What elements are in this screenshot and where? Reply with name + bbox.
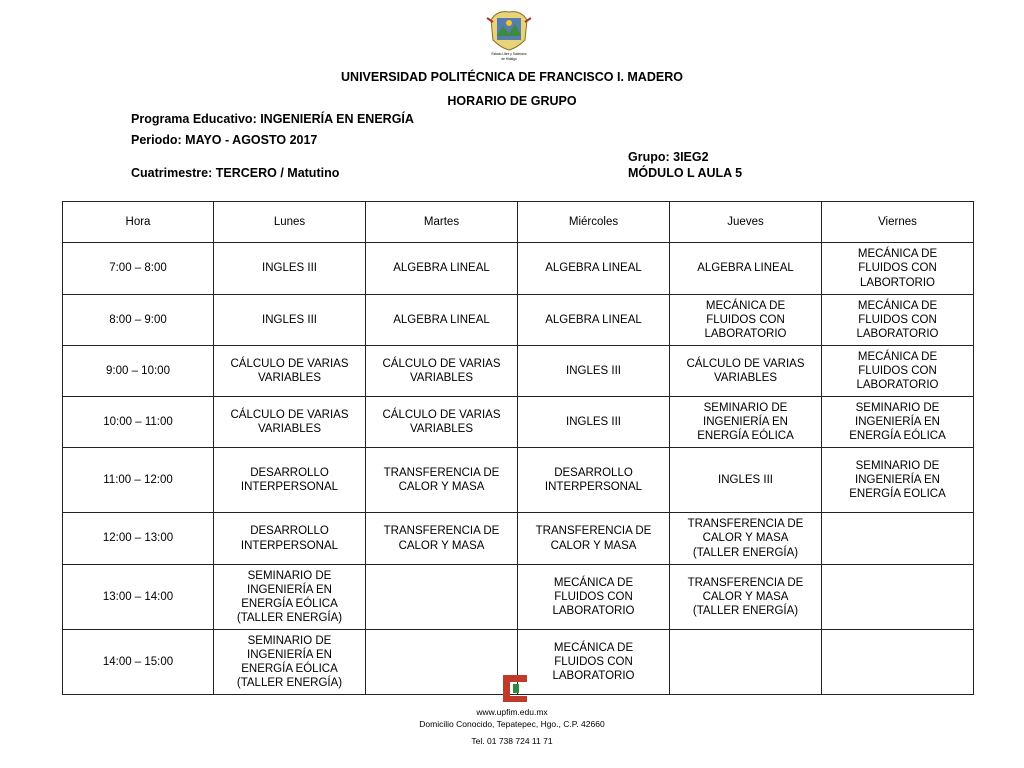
class-cell: SEMINARIO DE INGENIERÍA EN ENERGÍA EÓLICA (TALLER ENERGÍA) (214, 630, 366, 695)
class-cell: SEMINARIO DE INGENIERÍA EN ENERGÍA EÓLICA (670, 397, 822, 448)
class-cell (366, 630, 518, 695)
class-cell: SEMINARIO DE INGENIERÍA EN ENERGÍA EOLICA (822, 448, 974, 513)
time-cell: 10:00 – 11:00 (63, 397, 214, 448)
class-cell: TRANSFERENCIA DE CALOR Y MASA (366, 448, 518, 513)
schedule-header-row (63, 202, 974, 243)
class-cell: ALGEBRA LINEAL (518, 295, 670, 346)
group-label: Grupo: 3IEG2 (628, 150, 709, 164)
class-cell (822, 565, 974, 630)
class-cell: MECÁNICA DE FLUIDOS CON LABORATORIO (822, 295, 974, 346)
class-cell (822, 513, 974, 565)
schedule-table (62, 201, 974, 695)
class-cell: MECÁNICA DE FLUIDOS CON LABORATORIO (518, 565, 670, 630)
footer-address: Domicilio Conocido, Tepatepec, Hgo., C.P. 42660 (419, 719, 605, 729)
time-cell: 12:00 – 13:00 (63, 513, 214, 565)
seal-caption-2: de Hidalgo (501, 57, 517, 61)
time-cell: 9:00 – 10:00 (63, 346, 214, 397)
document-title: HORARIO DE GRUPO (447, 94, 577, 108)
table-row (63, 397, 974, 448)
class-cell: TRANSFERENCIA DE CALOR Y MASA (366, 513, 518, 565)
class-cell: CÁLCULO DE VARIAS VARIABLES (214, 346, 366, 397)
location-label: MÓDULO L AULA 5 (628, 166, 743, 180)
footer-phone: Tel. 01 738 724 11 71 (471, 736, 553, 746)
class-cell: TRANSFERENCIA DE CALOR Y MASA (TALLER ENERGÍA) (670, 513, 822, 565)
header-viernes: Viernes (822, 202, 974, 243)
table-row (63, 448, 974, 513)
class-cell: INGLES III (670, 448, 822, 513)
time-cell: 14:00 – 15:00 (63, 630, 214, 695)
time-cell: 13:00 – 14:00 (63, 565, 214, 630)
table-row (63, 513, 974, 565)
class-cell: ALGEBRA LINEAL (670, 243, 822, 295)
class-cell: DESARROLLO INTERPERSONAL (214, 448, 366, 513)
class-cell: MECÁNICA DE FLUIDOS CON LABORATORIO (822, 346, 974, 397)
header-jueves: Jueves (670, 202, 822, 243)
header-martes: Martes (366, 202, 518, 243)
footer-website[interactable]: www.upfim.edu.mx (476, 707, 548, 717)
class-cell: TRANSFERENCIA DE CALOR Y MASA (TALLER ENERGÍA) (670, 565, 822, 630)
class-cell: ALGEBRA LINEAL (366, 243, 518, 295)
class-cell: SEMINARIO DE INGENIERÍA EN ENERGÍA EÓLICA (TALLER ENERGÍA) (214, 565, 366, 630)
class-cell: CÁLCULO DE VARIAS VARIABLES (214, 397, 366, 448)
header-lunes: Lunes (214, 202, 366, 243)
time-cell: 7:00 – 8:00 (63, 243, 214, 295)
class-cell: INGLES III (214, 243, 366, 295)
class-cell: DESARROLLO INTERPERSONAL (518, 448, 670, 513)
class-cell: CÁLCULO DE VARIAS VARIABLES (670, 346, 822, 397)
seal-caption-1: Estado Libre y Soberano (491, 52, 527, 56)
class-cell (366, 565, 518, 630)
class-cell (822, 630, 974, 695)
class-cell: INGLES III (518, 346, 670, 397)
university-name: UNIVERSIDAD POLITÉCNICA DE FRANCISCO I. MADERO (341, 70, 683, 84)
class-cell: SEMINARIO DE INGENIERÍA EN ENERGÍA EÓLICA (822, 397, 974, 448)
header-miercoles: Miércoles (518, 202, 670, 243)
class-cell: INGLES III (518, 397, 670, 448)
class-cell: MECÁNICA DE FLUIDOS CON LABORTORIO (822, 243, 974, 295)
state-coat-of-arms-icon (483, 6, 535, 62)
class-cell: MECÁNICA DE FLUIDOS CON LABORATORIO (518, 630, 670, 695)
table-row (63, 295, 974, 346)
header-hora: Hora (63, 202, 214, 243)
table-row (63, 243, 974, 295)
class-cell: ALGEBRA LINEAL (518, 243, 670, 295)
class-cell: DESARROLLO INTERPERSONAL (214, 513, 366, 565)
class-cell: TRANSFERENCIA DE CALOR Y MASA (518, 513, 670, 565)
class-cell: CÁLCULO DE VARIAS VARIABLES (366, 397, 518, 448)
class-cell: MECÁNICA DE FLUIDOS CON LABORATORIO (670, 295, 822, 346)
class-cell (670, 630, 822, 695)
term-label: Cuatrimestre: TERCERO / Matutino (131, 166, 340, 180)
time-cell: 11:00 – 12:00 (63, 448, 214, 513)
time-cell: 8:00 – 9:00 (63, 295, 214, 346)
class-cell: INGLES III (214, 295, 366, 346)
table-row (63, 565, 974, 630)
university-logo-icon (500, 672, 530, 704)
class-cell: CÁLCULO DE VARIAS VARIABLES (366, 346, 518, 397)
class-cell: ALGEBRA LINEAL (366, 295, 518, 346)
table-row (63, 346, 974, 397)
period-label: Periodo: MAYO - AGOSTO 2017 (131, 133, 318, 147)
program-label: Programa Educativo: INGENIERÍA EN ENERGÍA (131, 112, 414, 126)
